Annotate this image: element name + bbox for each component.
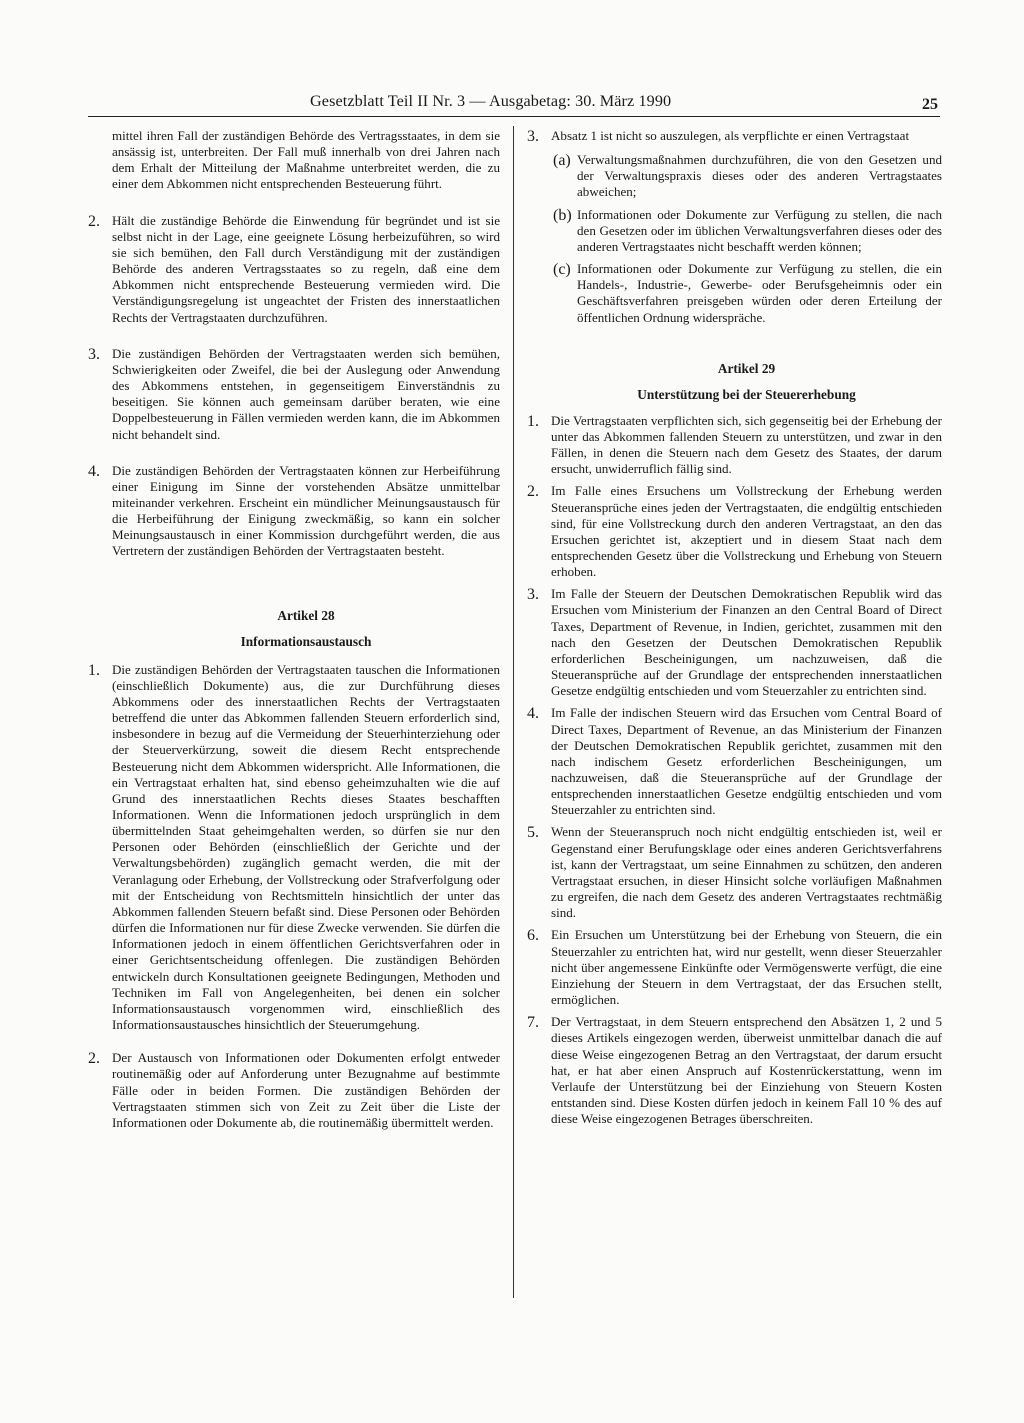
paragraph-number: 2. — [527, 483, 539, 501]
paragraph-number: 6. — [527, 927, 539, 945]
paragraph-text: Wenn der Steueranspruch noch nicht endgültig entschieden ist, weil er Gegenstand einer Berufungsklage oder eines anderen Gerichtsverfahrens ist, kann der Vertragstaat, um seine Einnahmen zu schützen, den anderen Vertragstaat ersuchen, in dieser Hinsicht solche vorläufigen Maßnahmen zu ergreifen, die nach dem Gesetz des anderen Vertragstaates rechtmäßig sind. — [551, 824, 942, 921]
paragraph-text: Ein Ersuchen um Unterstützung bei der Erhebung von Steuern, die ein Steuerzahler zu entrichten hat, wird nur gestellt, wenn dieser Steuerzahler nicht über angemessene Einkünfte oder Vermögenswerte verfügt, die eine Einziehung der Steuern in dem Vertragstaat, der das Ersuchen stellt, ermöglichen. — [551, 927, 942, 1008]
paragraph-number: 1. — [527, 412, 539, 430]
page-header — [88, 90, 940, 117]
sub-item-b — [527, 207, 942, 255]
sub-item-label: (a) — [553, 152, 571, 170]
article-29-paragraph-6 — [527, 927, 942, 1008]
sub-item-text: Informationen oder Dokumente zur Verfügung zu stellen, die ein Handels-, Industrie-, Gewerbe- oder Berufsgeheimnis oder ein Geschäftsverfahren preisgeben würden oder deren Erteilung der öffentlichen Ordnung widerspräche. — [577, 261, 942, 325]
paragraph-number: 7. — [527, 1014, 539, 1032]
page-number: 25 — [922, 96, 938, 113]
paragraph-text: Die zuständigen Behörden der Vertragstaaten tauschen die Informationen (einschließlich Dokumente) aus, die zur Durchführung dieses Abkommens oder des innerstaatlichen Rechts der Vertragstaaten betreffend die unter das Abkommen fallenden Steuern erforderlich sind, insbesondere in bezug auf die Vermeidung der Steuerhinterziehung oder der Steuerverkürzung, soweit die diesem Recht entsprechende Besteuerung nicht dem Abkommen widerspricht. Alle Informationen, die ein Vertragstaat erhalten hat, sind ebenso geheimzuhalten wie die auf Grund des innerstaatlichen Rechts dieses Staates beschafften Informationen. Wenn die Informationen jedoch ursprünglich in dem übermittelnden Staat geheimgehalten werden, so dürfen sie nur den Personen oder Behörden (einschließlich der Gerichte und der Verwaltungsbehörden) zugänglich gemacht werden, die mit der Veranlagung oder Erhebung, der Vollstreckung oder Strafverfolgung oder mit der Entscheidung von Rechtsmitteln hinsichtlich der unter das Abkommen fallenden Steuern befaßt sind. Diese Personen oder Behörden dürfen die Informationen nur für diese Zwecke verwenden. Sie dürfen die Informationen jedoch in einem öffentlichen Gerichtsverfahren oder in einer Gerichtsentscheidung offenlegen. Die zuständigen Behörden entwickeln durch Konsultationen geeignete Bedingungen, Methoden und Techniken im Fall von Angelegenheiten, bei denen ein solcher Informationsaustausch vorgenommen wird, einschließlich des Informationsaustausches hinsichtlich der Steuerumgehung. — [112, 661, 500, 1033]
paragraph-number: 5. — [527, 824, 539, 842]
article-29-paragraph-4 — [527, 705, 942, 818]
article-28-paragraph-3 — [527, 128, 942, 144]
article-28-subtitle: Informationsaustausch — [240, 633, 372, 649]
article-29-paragraph-5 — [527, 824, 942, 921]
article-29-subtitle: Unterstützung bei der Steuererhebung — [637, 386, 856, 402]
column-divider — [513, 126, 514, 1298]
paragraph-text: Im Falle der Steuern der Deutschen Demokratischen Republik wird das Ersuchen vom Ministerium der Finanzen an den Central Board of Direct Taxes, Department of Revenue, in Indien, gerichtet, zusammen mit den nach den Gesetzen der Deutschen Demokratischen Republik erforderlichen Bescheinigungen, um nachzuweisen, daß die Steueransprüche auf der Grundlage der entsprechenden innerstaatlichen Gesetze endgültig entschieden und vom Steuerzahler zu entrichten sind. — [551, 586, 942, 699]
paragraph-text: Die zuständigen Behörden der Vertragstaaten werden sich bemühen, Schwierigkeiten oder Zweifel, die bei der Auslegung oder Anwendung des Abkommens entstehen, in gegenseitigem Einverständnis zu beseitigen. Sie können auch gemeinsam darüber beraten, wie eine Doppelbesteuerung in Fällen vermieden werden kann, die im Abkommen nicht behandelt sind. — [112, 345, 500, 442]
paragraph-text: Hält die zuständige Behörde die Einwendung für begründet und ist sie selbst nicht in der Lage, eine geeignete Lösung herbeizuführen, so wird sie sich bemühen, den Fall durch Verständigung mit der zuständigen Behörde des anderen Vertragsstaates so zu regeln, daß eine dem Abkommen nicht entsprechende Besteuerung vermieden wird. Die Verständigungsregelung ist ungeachtet der Fristen des innerstaatlichen Rechts der Vertragstaaten durchzuführen. — [112, 212, 500, 325]
sub-item-text: Informationen oder Dokumente zur Verfügung zu stellen, die nach den Gesetzen oder im üblichen Verwaltungsverfahren dieses oder des anderen Vertragstaates nicht beschafft werden können; — [577, 206, 942, 254]
paragraph-number: 3. — [88, 345, 100, 363]
paragraph-text: Die zuständigen Behörden der Vertragstaaten können zur Herbeiführung einer Einigung im Sinne der vorstehenden Absätze unmittelbar miteinander verkehren. Erscheint ein mündlicher Meinungsaustausch für die Herbeiführung der Einigung zweckmäßig, so kann ein solcher Meinungsaustausch in einer Kommission durchgeführt werden, die aus Vertretern der zuständigen Behörden der Vertragstaaten besteht. — [112, 462, 500, 559]
paragraph-number: 1. — [88, 661, 100, 679]
paragraph-2 — [88, 213, 500, 326]
paragraph-4 — [88, 463, 500, 560]
right-column — [527, 128, 942, 1127]
sub-item-c — [527, 261, 942, 326]
sub-item-a — [527, 152, 942, 200]
header-title: Gesetzblatt Teil II Nr. 3 — Ausgabetag: 30. März 1990 — [310, 92, 672, 110]
paragraph-text: Absatz 1 ist nicht so auszulegen, als verpflichte er einen Vertragstaat — [551, 128, 910, 143]
sub-item-text: Verwaltungsmaßnahmen durchzuführen, die von den Gesetzen und der Verwaltungspraxis dieses oder des anderen Vertragstaates abweichen; — [577, 152, 942, 200]
paragraph-number: 4. — [527, 705, 539, 723]
article-28-paragraph-2 — [88, 1050, 500, 1131]
paragraph-3 — [88, 346, 500, 443]
paragraph-text: Im Falle eines Ersuchens um Vollstreckung der Erhebung werden Steueransprüche eines jeden der Vertragstaaten, die endgültig entschieden sind, für eine Vollstreckung durch den anderen Vertragstaat, an den das Ersuchen gerichtet ist, akzeptiert und in diesem Staat nach dem entsprechenden Gesetz über die Vollstreckung und Erhebung von Steuern erhoben. — [551, 483, 942, 580]
paragraph-number: 3. — [527, 128, 539, 145]
sub-item-label: (c) — [553, 261, 571, 279]
continued-paragraph: mittel ihren Fall der zuständigen Behörde des Vertragsstaates, in dem sie ansässig ist, unterbreiten. Der Fall muß innerhalb von drei Jahren nach dem Erhalt der Mitteilung der Maßnahme unterbreitet werden, die zu einer dem Abkommen nicht entsprechenden Besteuerung führt. — [112, 128, 500, 192]
paragraph-number: 3. — [527, 586, 539, 604]
sub-item-label: (b) — [553, 206, 572, 224]
left-column — [88, 128, 500, 1131]
paragraph-text: Im Falle der indischen Steuern wird das Ersuchen vom Central Board of Direct Taxes, Department of Revenue, an das Ministerium der Finanzen der Deutschen Demokratischen Republik gerichtet, zusammen mit den nach indischem Gesetz erforderlichen Bescheinigungen, um nachzuweisen, daß die Steueransprüche auf der Grundlage der entsprechenden innerstaatlichen Gesetze endgültig entschieden und vom Steuerzahler zu entrichten sind. — [551, 705, 942, 818]
paragraph-text: Die Vertragstaaten verpflichten sich, sich gegenseitig bei der Erhebung der unter das Abkommen fallenden Steuern zu unterstützen, und zwar in den Fällen, in denen die Steuern nach dem Gesetz des Staates, der darum ersucht, unwiderruflich fällig sind. — [551, 412, 942, 477]
paragraph-text: Der Austausch von Informationen oder Dokumenten erfolgt entweder routinemäßig oder auf Anforderung unter Bezugnahme auf bestimmte Fälle oder in beiden Formen. Die zuständigen Behörden der Vertragstaaten stimmen sich von Zeit zu Zeit über die Liste der Informationen oder Dokumente ab, die routinemäßig übermittelt werden. — [112, 1050, 500, 1130]
paragraph-number: 4. — [88, 462, 100, 480]
paragraph-text: Der Vertragstaat, in dem Steuern entsprechend den Absätzen 1, 2 und 5 dieses Artikels eingezogen werden, überweist unmittelbar danach die auf diese Weise eingezogenen Betrag an den Vertragstaat, der darum ersucht hat, er hat aber einen Anspruch auf Kostenrückerstattung, wenn im Verlaufe der Unterstützung bei der Einziehung von Steuern Kosten entstanden sind. Diese Kosten dürfen jedoch in keinem Fall 10 % des auf diese Weise eingezogenen Betrages überschreiten. — [551, 1014, 942, 1127]
article-29-paragraph-2 — [527, 483, 942, 580]
article-28-paragraph-1 — [88, 662, 500, 1034]
article-29-paragraph-7 — [527, 1014, 942, 1127]
article-28-title: Artikel 28 — [277, 607, 335, 623]
article-29-paragraph-3 — [527, 586, 942, 699]
paragraph-number: 2. — [88, 1050, 100, 1068]
paragraph-number: 2. — [88, 212, 100, 230]
article-29-title: Artikel 29 — [717, 360, 776, 376]
article-29-paragraph-1 — [527, 413, 942, 478]
